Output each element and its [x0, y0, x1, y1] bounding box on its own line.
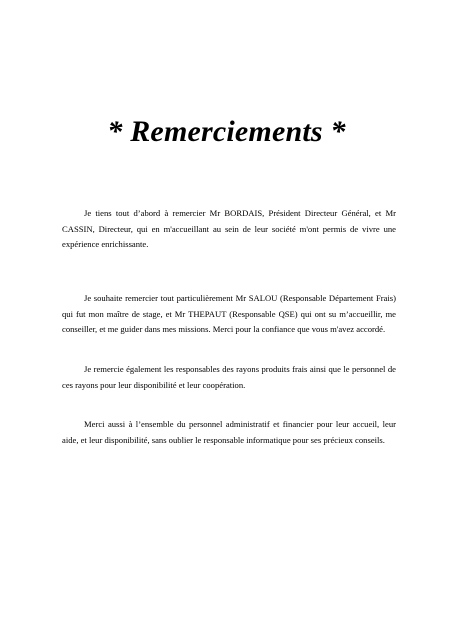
paragraph-thanks-directors: Je tiens tout d’abord à remercier Mr BORDAIS, Président Directeur Général, et Mr CASSIN, Directeur, qui en m'accueillant au sein de leur société m'ont permis de vivre une expérience enrichissante.: [62, 208, 396, 249]
paragraph-thanks-fresh-departments: Je remercie également les responsables des rayons produits frais ainsi que le personnel de ces rayons pour leur disponibilité et leur coopération.: [62, 364, 396, 390]
paragraph-thanks-supervisors: Je souhaite remercier tout particulièrement Mr SALOU (Responsable Département Frais) qui fut mon maître de stage, et Mr THEPAUT (Responsable QSE) qui ont su m’accueillir, me conseiller, et me guider dans mes missions. Merci pour la confiance que vous m'avez accordé.: [62, 293, 396, 334]
paragraph-thanks-administrative-staff: Merci aussi à l’ensemble du personnel administratif et financier pour leur accueil, leur aide, et leur disponibilité, sans oublier le responsable informatique pour ses précieux conseils.: [62, 419, 396, 445]
page-title: * Remerciements *: [107, 115, 346, 148]
